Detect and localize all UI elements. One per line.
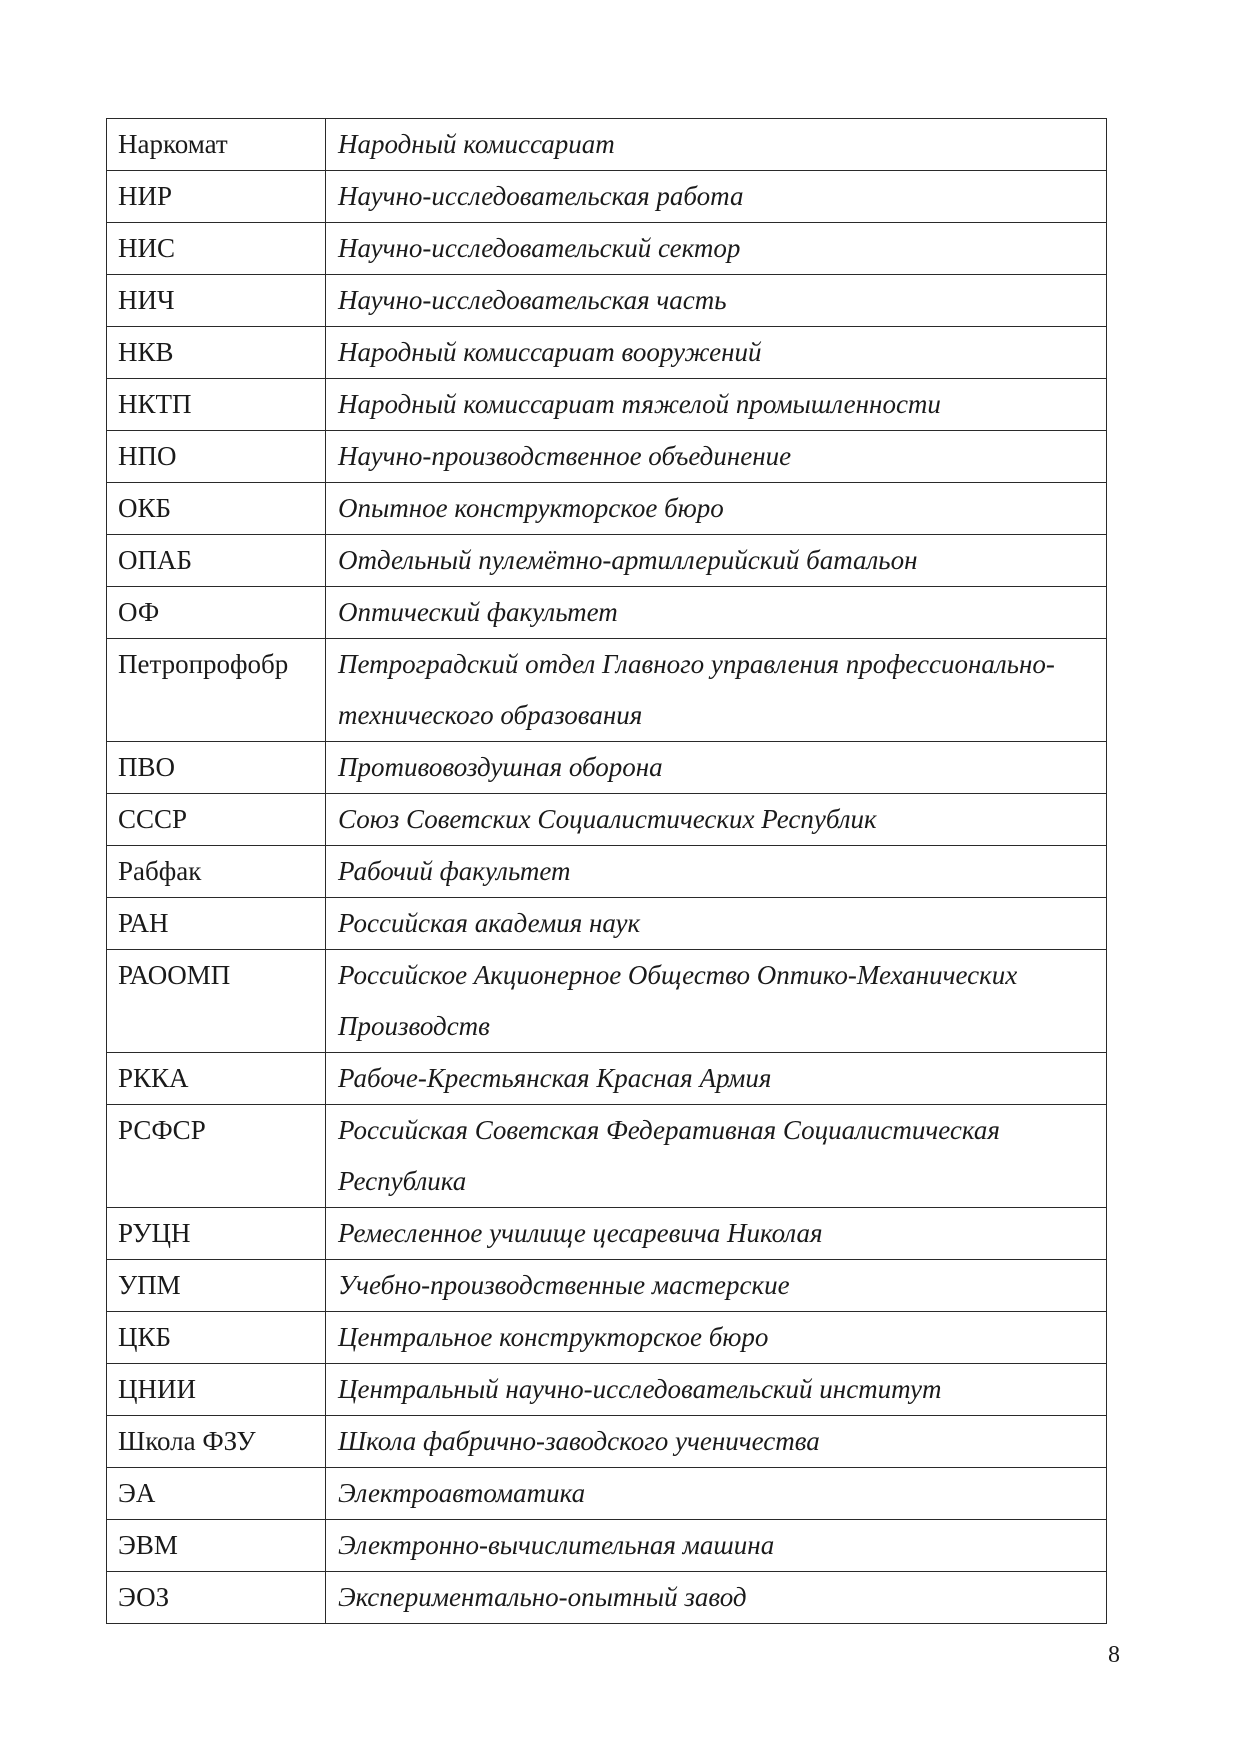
- table-row: [107, 1312, 1107, 1364]
- table-row: [107, 379, 1107, 431]
- abbreviation-cell: Наркомат: [107, 119, 326, 171]
- table-row: [107, 327, 1107, 379]
- abbreviations-table: [106, 118, 1107, 1624]
- expansion-cell: Народный комиссариат тяжелой промышленности: [326, 379, 1107, 431]
- expansion-cell: Российское Акционерное Общество Оптико-Механических Производств: [326, 950, 1107, 1053]
- abbreviation-cell: НИС: [107, 223, 326, 275]
- abbreviation-cell: СССР: [107, 794, 326, 846]
- abbreviation-cell: Рабфак: [107, 846, 326, 898]
- table-row: [107, 950, 1107, 1053]
- expansion-cell: Научно-производственное объединение: [326, 431, 1107, 483]
- expansion-cell: Научно-исследовательский сектор: [326, 223, 1107, 275]
- expansion-cell: Народный комиссариат вооружений: [326, 327, 1107, 379]
- abbreviation-cell: РАООМП: [107, 950, 326, 1053]
- table-row: [107, 483, 1107, 535]
- abbreviation-cell: НКВ: [107, 327, 326, 379]
- table-row: [107, 223, 1107, 275]
- table-row: [107, 1416, 1107, 1468]
- table-row: [107, 1520, 1107, 1572]
- expansion-cell: Отдельный пулемётно-артиллерийский батальон: [326, 535, 1107, 587]
- table-row: [107, 1572, 1107, 1624]
- abbreviation-cell: ОКБ: [107, 483, 326, 535]
- table-row: [107, 1468, 1107, 1520]
- expansion-cell: Научно-исследовательская работа: [326, 171, 1107, 223]
- table-row: [107, 846, 1107, 898]
- abbreviation-cell: ЦКБ: [107, 1312, 326, 1364]
- table-row: [107, 794, 1107, 846]
- abbreviation-cell: Школа ФЗУ: [107, 1416, 326, 1468]
- table-row: [107, 171, 1107, 223]
- abbreviation-cell: ЭВМ: [107, 1520, 326, 1572]
- table-row: [107, 639, 1107, 742]
- abbreviation-cell: Петропрофобр: [107, 639, 326, 742]
- expansion-cell: Петроградский отдел Главного управления профессионально-технического образования: [326, 639, 1107, 742]
- expansion-cell: Школа фабрично-заводского ученичества: [326, 1416, 1107, 1468]
- expansion-cell: Экспериментально-опытный завод: [326, 1572, 1107, 1624]
- table-row: [107, 1105, 1107, 1208]
- abbreviation-cell: НПО: [107, 431, 326, 483]
- abbreviation-cell: ЦНИИ: [107, 1364, 326, 1416]
- abbreviation-cell: РСФСР: [107, 1105, 326, 1208]
- expansion-cell: Оптический факультет: [326, 587, 1107, 639]
- table-row: [107, 898, 1107, 950]
- expansion-cell: Электроавтоматика: [326, 1468, 1107, 1520]
- expansion-cell: Союз Советских Социалистических Республик: [326, 794, 1107, 846]
- abbreviations-table-body: [107, 119, 1107, 1624]
- expansion-cell: Электронно-вычислительная машина: [326, 1520, 1107, 1572]
- abbreviation-cell: ОПАБ: [107, 535, 326, 587]
- expansion-cell: Ремесленное училище цесаревича Николая: [326, 1208, 1107, 1260]
- expansion-cell: Российская академия наук: [326, 898, 1107, 950]
- table-row: [107, 275, 1107, 327]
- table-row: [107, 119, 1107, 171]
- expansion-cell: Российская Советская Федеративная Социалистическая Республика: [326, 1105, 1107, 1208]
- page-number: 8: [1108, 1642, 1120, 1668]
- expansion-cell: Противовоздушная оборона: [326, 742, 1107, 794]
- table-row: [107, 535, 1107, 587]
- expansion-cell: Научно-исследовательская часть: [326, 275, 1107, 327]
- abbreviation-cell: НКТП: [107, 379, 326, 431]
- table-row: [107, 742, 1107, 794]
- abbreviation-cell: ЭА: [107, 1468, 326, 1520]
- expansion-cell: Центральный научно-исследовательский институт: [326, 1364, 1107, 1416]
- table-row: [107, 1053, 1107, 1105]
- table-row: [107, 587, 1107, 639]
- abbreviation-cell: РККА: [107, 1053, 326, 1105]
- table-row: [107, 1208, 1107, 1260]
- abbreviation-cell: ПВО: [107, 742, 326, 794]
- expansion-cell: Центральное конструкторское бюро: [326, 1312, 1107, 1364]
- abbreviation-cell: НИЧ: [107, 275, 326, 327]
- abbreviation-cell: УПМ: [107, 1260, 326, 1312]
- abbreviation-cell: НИР: [107, 171, 326, 223]
- table-row: [107, 1364, 1107, 1416]
- table-row: [107, 431, 1107, 483]
- abbreviation-cell: РУЦН: [107, 1208, 326, 1260]
- expansion-cell: Опытное конструкторское бюро: [326, 483, 1107, 535]
- abbreviation-cell: РАН: [107, 898, 326, 950]
- expansion-cell: Рабочий факультет: [326, 846, 1107, 898]
- table-row: [107, 1260, 1107, 1312]
- expansion-cell: Народный комиссариат: [326, 119, 1107, 171]
- expansion-cell: Учебно-производственные мастерские: [326, 1260, 1107, 1312]
- expansion-cell: Рабоче-Крестьянская Красная Армия: [326, 1053, 1107, 1105]
- abbreviation-cell: ЭОЗ: [107, 1572, 326, 1624]
- abbreviation-cell: ОФ: [107, 587, 326, 639]
